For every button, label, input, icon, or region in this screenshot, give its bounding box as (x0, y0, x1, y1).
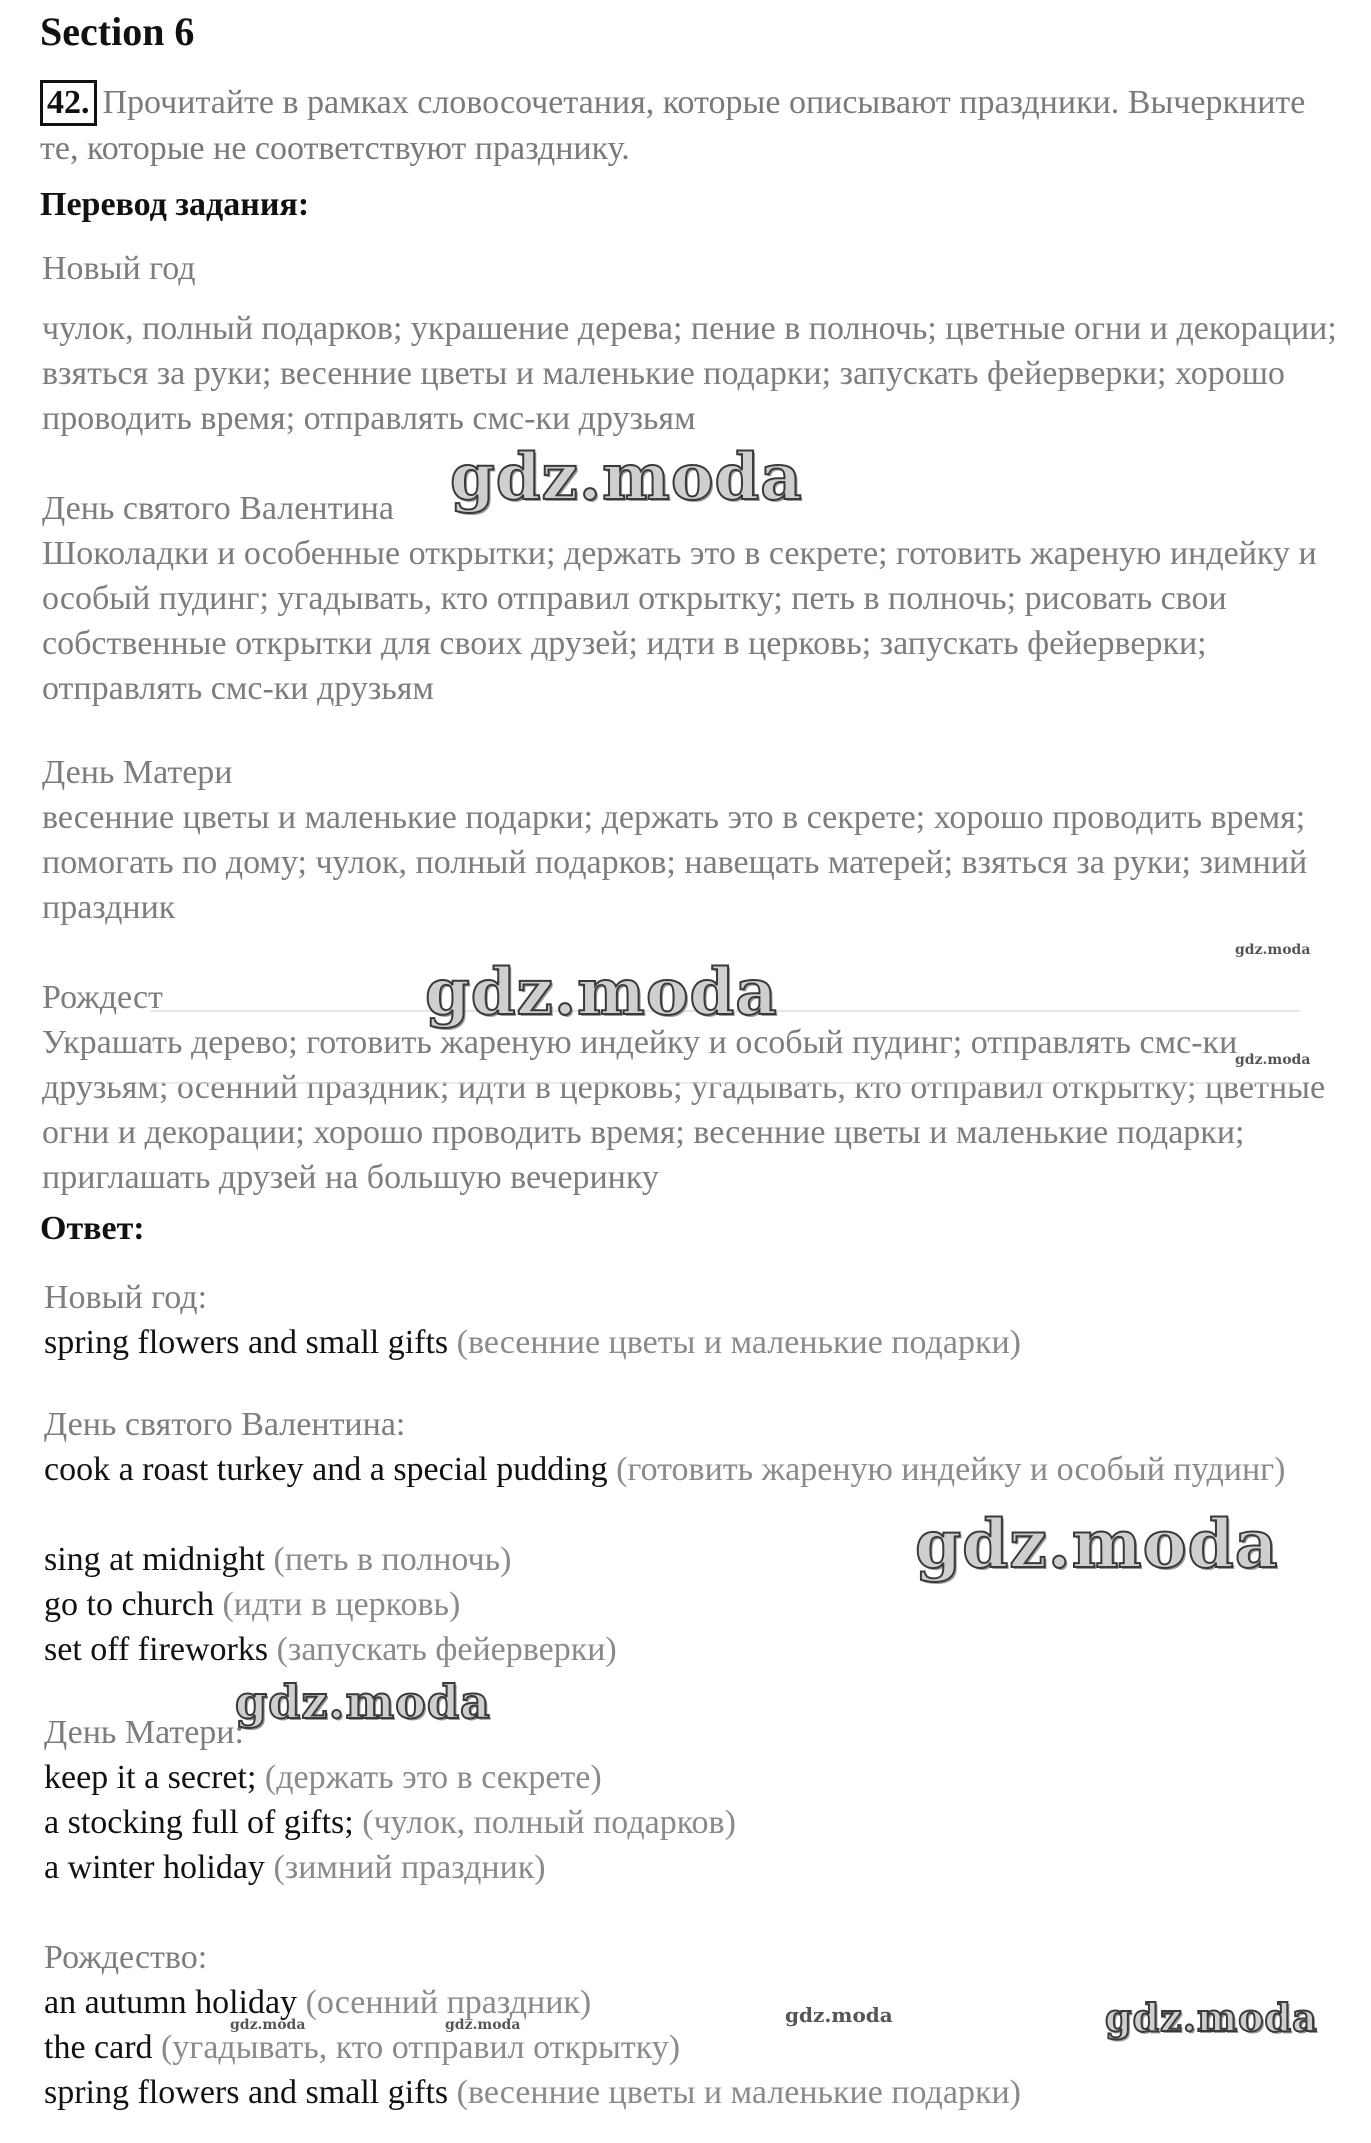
translation-text-valentine: Шоколадки и особенные открытки; держать это в секрете; готовить жареную индейку и особый пудинг; угадывать, кто отправил открытку; петь в полночь; рисовать свои собственные открытки для своих друзей; идти в церковь; запускать фейерверки; отправлять смс-ки друзьям (42, 535, 1317, 707)
watermark: gdz.moda (915, 1505, 1279, 1583)
translation-text-mother: весенние цветы и маленькие подарки; держать это в секрете; хорошо проводить время; помогать по дому; чулок, полный подарков; навещать матерей; взяться за руки; зимний праздник (42, 799, 1308, 926)
answer-en: spring flowers and small gifts (44, 2074, 449, 2111)
answer-item (44, 1582, 1344, 1627)
translation-title-mother: День Матери (42, 754, 233, 791)
translation-title-christmas: Рождест (42, 979, 163, 1016)
answer-title-valentine: День святого Валентина: (44, 1406, 406, 1443)
translation-heading: Перевод задания: (40, 186, 310, 223)
answer-heading: Ответ: (40, 1210, 145, 1247)
answer-item (44, 1447, 1344, 1492)
answer-en: spring flowers and small gifts (44, 1324, 449, 1361)
answer-item (44, 1800, 1344, 1845)
answer-title-new-year: Новый год: (44, 1279, 208, 1316)
watermark: gdz.moda (425, 955, 778, 1030)
answer-item (44, 2070, 1344, 2115)
watermark-small: gdz.moda (230, 2017, 306, 2033)
answer-en: go to church (44, 1586, 214, 1623)
answer-ru: (весенние цветы и маленькие подарки) (456, 2074, 1021, 2111)
answer-ru: (угадывать, кто отправил открытку) (161, 2029, 681, 2066)
answer-en: keep it a secret; (44, 1759, 257, 1796)
answer-ru: (готовить жареную индейку и особый пудинг) (616, 1451, 1286, 1488)
answer-ru: (запускать фейерверки) (276, 1631, 617, 1668)
section-title: Section 6 (40, 9, 195, 54)
answer-en: a stocking full of gifts; (44, 1804, 354, 1841)
answer-ru: (осенний праздник) (305, 1984, 592, 2021)
answer-title-christmas: Рождество: (44, 1939, 208, 1976)
answer-ru: (держать это в секрете) (264, 1759, 602, 1796)
watermark-small: gdz.moda (1235, 1052, 1311, 1068)
watermark: gdz.moda (1105, 1995, 1318, 2040)
answer-en: cook a roast turkey and a special pudding (44, 1451, 608, 1488)
translation-text-new-year: чулок, полный подарков; украшение дерева; пение в полночь; цветные огни и декорации; взяться за руки; весенние цветы и маленькие подарки; запускать фейерверки; хорошо проводить время; отправлять смс-ки друзьям (42, 310, 1337, 437)
translation-title-valentine: День святого Валентина (42, 490, 394, 527)
watermark-small: gdz.moda (785, 2003, 893, 2027)
answer-ru: (весенние цветы и маленькие подарки) (456, 1324, 1021, 1361)
answer-en: sing at midnight (44, 1541, 265, 1578)
answer-ru: (чулок, полный подарков) (362, 1804, 736, 1841)
answer-en: an autumn holiday (44, 1984, 298, 2021)
answer-en: set off fireworks (44, 1631, 269, 1668)
answer-item (44, 1755, 1344, 1800)
answer-item (44, 1627, 1344, 1672)
watermark-small: gdz.moda (445, 2017, 521, 2033)
answer-title-mother: День Матери: (44, 1714, 244, 1751)
answer-item (44, 1320, 1344, 1365)
watermark: gdz.moda (235, 1675, 491, 1729)
task-number: 42. (40, 80, 97, 126)
answer-en: a winter holiday (44, 1849, 265, 1886)
task-instruction (40, 80, 1340, 172)
translation-text-christmas: Украшать дерево; готовить жареную индейку и особый пудинг; отправлять смс-ки друзьям; осенний праздник; идти в церковь; угадывать, кто отправил открытку; цветные огни и декорации; хорошо проводить время; весенние цветы и маленькие подарки; приглашать друзей на большую вечеринку (42, 1024, 1326, 1196)
answer-ru: (петь в полночь) (273, 1541, 512, 1578)
answer-ru: (идти в церковь) (222, 1586, 461, 1623)
translation-title-new-year: Новый год (42, 250, 196, 287)
answer-ru: (зимний праздник) (273, 1849, 546, 1886)
answer-en: the card (44, 2029, 153, 2066)
task-text: Прочитайте в рамках словосочетания, которые описывают праздники. Вычеркните те, которые не соответствуют празднику. (40, 84, 1306, 167)
answer-item (44, 1845, 1344, 1890)
watermark-small: gdz.moda (1235, 942, 1311, 958)
watermark: gdz.moda (450, 440, 803, 515)
